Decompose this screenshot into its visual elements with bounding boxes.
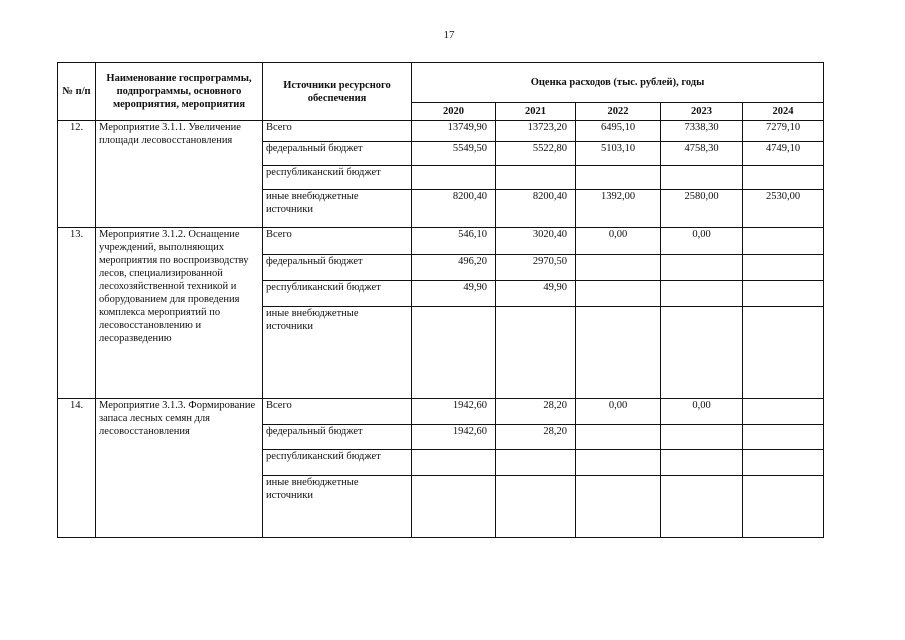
expense-value [661,166,743,190]
expense-value [496,450,576,476]
expense-value [412,476,496,538]
funding-source: федеральный бюджет [263,255,412,281]
funding-source: федеральный бюджет [263,425,412,450]
expense-value: 2970,50 [496,255,576,281]
expense-value [743,476,824,538]
expense-value [576,476,661,538]
expense-value: 496,20 [412,255,496,281]
expense-value [661,307,743,399]
expense-value [576,281,661,307]
header-name: Наименование госпрограммы, подпрограммы, основного мероприятия, мероприятия [96,63,263,121]
expense-value: 4749,10 [743,142,824,166]
expense-value: 0,00 [661,399,743,425]
item-number: 13. [58,228,96,399]
page-number: 17 [443,29,455,41]
expense-value [743,228,824,255]
funding-source: иные внебюджетные источники [263,190,412,228]
item-name: Мероприятие 3.1.2. Оснащение учреждений, выполняющих мероприятия по воспроизводству лесов, специализированной лесохозяйственной техникой и оборудованием для проведения комплекса мероприятий по лесовосстановлению и лесоразведению [96,228,263,399]
expense-value: 49,90 [412,281,496,307]
item-name: Мероприятие 3.1.3. Формирование запаса лесных семян для лесовосстановления [96,399,263,538]
header-year: 2022 [576,103,661,121]
expense-value: 3020,40 [496,228,576,255]
funding-source: федеральный бюджет [263,142,412,166]
expense-value: 13723,20 [496,121,576,142]
budget-table [57,62,824,538]
expense-value [412,450,496,476]
item-number: 12. [58,121,96,228]
funding-source: республиканский бюджет [263,281,412,307]
expense-value [661,425,743,450]
expense-value: 0,00 [576,399,661,425]
funding-source: республиканский бюджет [263,450,412,476]
header-year: 2021 [496,103,576,121]
funding-source: Всего [263,121,412,142]
expense-value: 0,00 [661,228,743,255]
header-year: 2020 [412,103,496,121]
expense-value: 1942,60 [412,399,496,425]
expense-value [576,307,661,399]
expense-value: 0,00 [576,228,661,255]
expense-value [743,255,824,281]
expense-value [576,255,661,281]
expense-value: 6495,10 [576,121,661,142]
funding-source: Всего [263,399,412,425]
expense-value [661,476,743,538]
funding-source: Всего [263,228,412,255]
expense-value [661,255,743,281]
expense-value: 2580,00 [661,190,743,228]
funding-source: иные внебюджетные источники [263,476,412,538]
header-year: 2024 [743,103,824,121]
expense-value [496,307,576,399]
expense-value [743,166,824,190]
expense-value: 49,90 [496,281,576,307]
expense-value [743,399,824,425]
expense-value: 2530,00 [743,190,824,228]
expense-value [412,166,496,190]
expense-value: 28,20 [496,399,576,425]
item-name: Мероприятие 3.1.1. Увеличение площади лесовосстановления [96,121,263,228]
table-row [58,228,824,255]
expense-value: 5549,50 [412,142,496,166]
expense-value [576,450,661,476]
expense-value: 4758,30 [661,142,743,166]
expense-value [576,166,661,190]
expense-value [743,281,824,307]
expense-value: 7279,10 [743,121,824,142]
expense-value [496,476,576,538]
expense-value [412,307,496,399]
table-body [58,121,824,538]
expense-value: 546,10 [412,228,496,255]
expense-value: 5103,10 [576,142,661,166]
table-row [58,399,824,425]
header-num: № п/п [58,63,96,121]
expense-value: 1942,60 [412,425,496,450]
expense-value [576,425,661,450]
funding-source: республиканский бюджет [263,166,412,190]
expense-value [661,450,743,476]
expense-value: 13749,90 [412,121,496,142]
table-row [58,121,824,142]
expense-value [496,166,576,190]
expense-value: 1392,00 [576,190,661,228]
expense-value: 8200,40 [412,190,496,228]
expense-value [743,307,824,399]
expense-value [661,281,743,307]
header-year: 2023 [661,103,743,121]
expense-value [743,425,824,450]
expense-value: 8200,40 [496,190,576,228]
expense-value: 7338,30 [661,121,743,142]
funding-source: иные внебюджетные источники [263,307,412,399]
expense-value: 28,20 [496,425,576,450]
header-estimate: Оценка расходов (тыс. рублей), годы [412,63,824,103]
expense-value: 5522,80 [496,142,576,166]
item-number: 14. [58,399,96,538]
expense-value [743,450,824,476]
header-source: Источники ресурсного обеспечения [263,63,412,121]
